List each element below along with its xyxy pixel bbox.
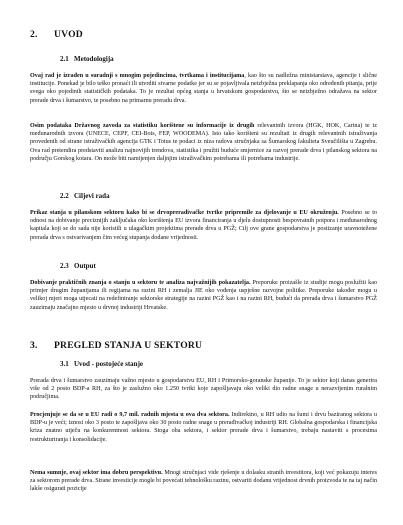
subsection-heading-output (60, 262, 96, 270)
paragraph-body: Prerada drva i šumarstvo zauzimaju važno mjesto u gospodarstvu EU, RH i Primorsko-goranske županije. To je sektor koji danas generira više od 2 posto BDP-a RH, za što je zaslužno oko 1.250 tvrtki koje zapošljavaju oko veliki dio radne snage u nerazvijenim ruralnim područjima. (30, 378, 377, 401)
paragraph-body: Mnogi stručnjaci vide rješenje u dolasku stranih investitora, koji već pokazuju interes za sektorom prerade drva. Strane investicije mogle bi povećati tehnološku razinu, ostvariti dodanu vrijednost drvnih proizvoda te na taj način lakše osigurati pozicije (30, 470, 378, 493)
subsection-title: Ciljevi rada (74, 192, 110, 200)
subsection-title: Uvod - postojeće stanje (74, 360, 144, 368)
subsection-title: Metodologija (74, 55, 114, 63)
subsection-heading-uvod-stanje (60, 360, 143, 368)
paragraph-body: Indirektno, u RH udio na šumi i drvu baziranog sektora u BDP-u je veći; iznosi oko 3 posto te zapošljava oko 30 posto radne snage u prerađivačkoj industriji RH. Globalna gospodarska i financijska kriza znatno utječu na konkurentnost sektora. Stoga oba sektora, i sektor prerade drva i šumarstvo, trebaju nastaviti s procesima restrukturiranja i konsolidacije. (30, 412, 377, 443)
paragraph-body: , kao što su nadležna ministarstava, agencije i slične institucije. Ponekad je bilo teško pronaći ili utvrditi stvarne podatke jer su se pojavljivala neizbježna preklapanja oko određenih pitanja, prije svega oko pojedinih statističkih podataka. To je rezultat općeg stanja u hrvatskom gospodarstvu, što se neizbježno odražava na sektor prerade drva i šumarstvo, te posebno na primarnu preradu drva. (30, 73, 377, 104)
section-number: 3. (30, 340, 38, 351)
paragraph (30, 72, 377, 105)
paragraph-body: relevantnih izvora (HGK, HOK, Carina) te iz međunarodnih izvora (UNECE, CEPF, CEI-Bois, FEP, WOODEMA). Isto tako korišteni su rezultati iz drugih relevantnih istraživanja provedenih od strane istraživačkih agencija GTK i Totus te podaci iz niza radova stručnjaka sa Šumarskog fakulteta Sveučilišta u Zagrebu. Ova rad pretendira predstaviti analizu najnovijih trendova, statistika i pružiti buduće smjernice za razvoj prerade drva i pilanskog sektora na području Gorskog kotara. On može biti namijenjen daljnjim istraživačkim potrebama ili potrebama industrije. (30, 123, 377, 162)
section-heading-pregled (30, 340, 202, 351)
section-title: UVOD (54, 29, 83, 40)
paragraph-lead: Procjenjuje se da se u EU radi o 9,7 mil. radnih mjesta u ova dva sektora. (30, 412, 230, 418)
paragraph-lead: Prikaz stanja u pilanskom sektoru kako bi se drvopreradivačke tvrtke pripremile za djelovanje u EU okruženju. (30, 210, 339, 216)
paragraph (30, 122, 377, 163)
paragraph-lead: Ovaj rad je izrađen u suradnji s mnogim pojedincima, tvrtkama i institucijama (30, 73, 245, 79)
paragraph (30, 209, 377, 242)
paragraph-body: Preporuke proizašle iz studije mogu poslužiti kao primjer drugim županijama ili regijama na razini RH i zemalja JIE oko vođenja uspješne razvojne politike. Preporuke također mogu u velikoj mjeri moga utjecati na redefiniranje sektorske strategije na razini PGŽ kao i na razini RH, budući da prerada drva i šumarstvo PGŽ zauzimaju značajno mjesto u drvnoj industriji Hrvatske. (30, 280, 377, 311)
subsection-heading-metodologija (60, 55, 114, 63)
subsection-number: 2.3 (60, 262, 69, 270)
subsection-number: 2.2 (60, 192, 69, 200)
section-number: 2. (30, 29, 38, 40)
paragraph (30, 279, 377, 312)
section-title: PREGLED STANJA U SEKTORU (54, 340, 203, 351)
paragraph-lead: Osim podataka Državnog zavoda za statistiku korištene su informacije iz drugih (30, 123, 255, 129)
paragraph-lead: Dobivanje praktičnih znanja o stanju u sektoru te analiza najvažnijih pokazatelja. (30, 280, 251, 286)
paragraph-lead: Nema sumnje, ovaj sektor ima dobru perspektivu. (30, 470, 163, 476)
subsection-title: Output (74, 262, 96, 270)
paragraph (30, 377, 377, 402)
subsection-heading-ciljevi (60, 192, 110, 200)
subsection-number: 3.1 (60, 360, 69, 368)
subsection-number: 2.1 (60, 55, 69, 63)
paragraph-body: Posebno se to odnosi na dobivanje preciznijih zaključaka oko korištenja EU izvora financiranja u djelu dostupnosti bespovratnih potpora i međunarodnog kapitala koji se do sada nije koristili u ulagačkim projektima prerade drva u PGŽ; Cilj ove grane gospodarstva je postizanje uravnotežene prerada drva s ostvarivanjem čim većeg stupanja dodane vrijednosti. (30, 210, 377, 241)
paragraph (30, 469, 377, 494)
paragraph (30, 411, 377, 444)
section-heading-uvod (30, 29, 83, 40)
